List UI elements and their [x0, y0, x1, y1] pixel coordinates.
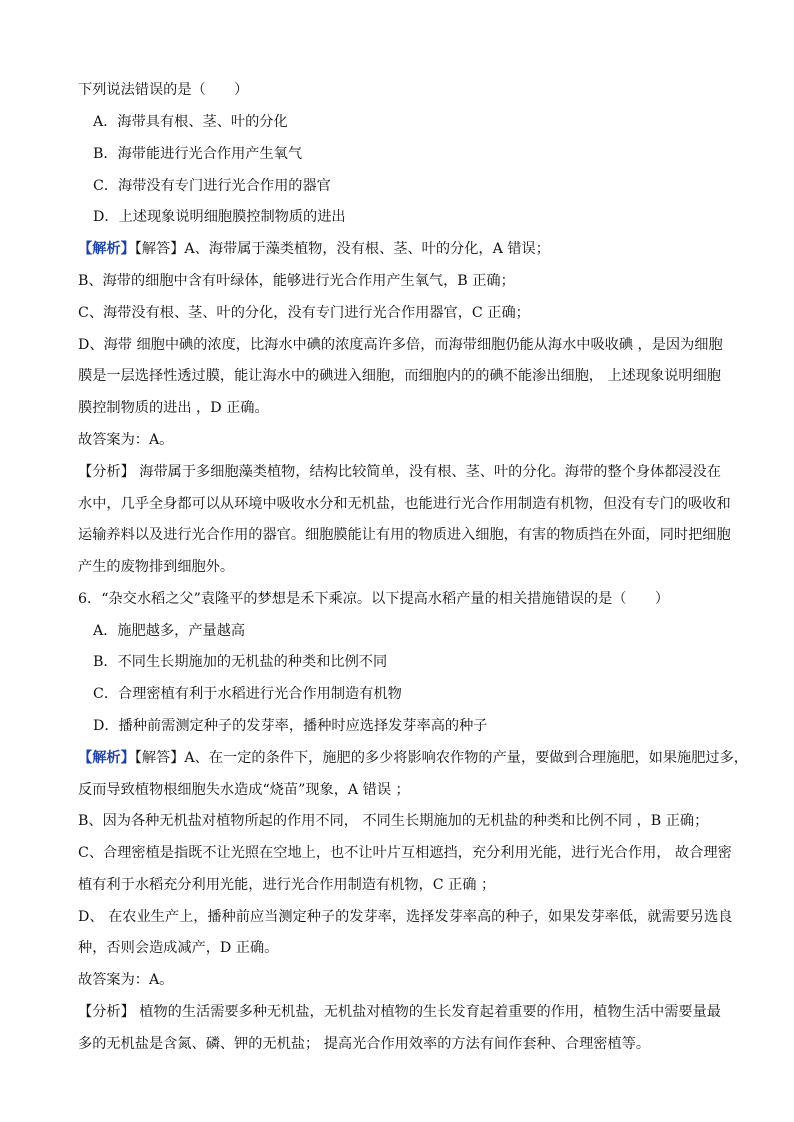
q5-option-d: D．上述现象说明细胞膜控制物质的进出 — [93, 209, 346, 225]
q6-answer-line-5: 植有利于水稻充分利用光能，进行光合作用制造有机物，C 正确 ； — [78, 877, 496, 893]
q6-option-c: C．合理密植有利于水稻进行光合作用制造有机物 — [93, 686, 402, 702]
q5-fenxi-line-1 — [78, 462, 721, 482]
q6-option-a: A．施肥越多，产量越高 — [93, 623, 246, 639]
q6-answer-line-6: D、 在农业生产上，播种前应当测定种子的发芽率，选择发芽率高的种子，如果发芽率低，就需要另选良 — [78, 909, 733, 925]
q6-answer-tag: 【解答】 — [134, 750, 185, 766]
q6-answer-line-3: B、因为各种无机盐对植物所起的作用不同， 不同生长期施加的无机盐的种类和比例不同 ，B 正确； — [78, 813, 709, 829]
q6-analysis-tag: 【解析】 — [78, 750, 135, 766]
q6-answer-line-1 — [78, 748, 748, 768]
q5-option-b: B．海带能进行光合作用产生氧气 — [93, 146, 303, 162]
q5-final-answer: 故答案为：A。 — [78, 432, 174, 448]
q5-answer-tag: 【解答】 — [134, 241, 185, 257]
q6-fenxi-tag: 【分析】 — [78, 1004, 135, 1020]
q6-fenxi-line-2: 多的无机盐是含氮、磷、钾的无机盐； 提高光合作用效率的方法有间作套种、合理密植等。 — [78, 1036, 651, 1052]
q5-answer-line-5: 膜是一层选择性透过膜，能让海水中的碘进入细胞，而细胞内的的碘不能渗出细胞， 上述现象说明细胞 — [78, 368, 721, 384]
q5-fenxi-line-4: 产生的废物排到细胞外。 — [78, 559, 235, 575]
q5-fenxi-line-3: 运输养料以及进行光合作用的器官。细胞膜能让有用的物质进入细胞，有害的物质挡在外面，同时把细胞 — [78, 527, 731, 543]
q5-answer-line-3: C、海带没有根、茎、叶的分化，没有专门进行光合作用器官，C 正确； — [78, 305, 530, 321]
q5-stem-tail: 下列说法错误的是（ ） — [78, 82, 249, 98]
q6-stem: 6．“杂交水稻之父”袁隆平的梦想是禾下乘凉。以下提高水稻产量的相关措施错误的是（ ） — [78, 591, 670, 607]
q5-answer-text-1: A、海带属于藻类植物，没有根、茎、叶的分化，A 错误； — [184, 241, 550, 257]
q6-answer-line-2: 反而导致植物根细胞失水造成“烧苗”现象，A 错误 ； — [78, 782, 410, 798]
q5-answer-line-4: D、海带 细胞中碘的浓度，比海水中碘的浓度高许多倍，而海带细胞仍能从海水中吸收碘 ，是因为细胞 — [78, 337, 723, 353]
q5-fenxi-line-2: 水中，几乎全身都可以从环境中吸收水分和无机盐，也能进行光合作用制造有机物，但没有专门的吸收和 — [78, 496, 731, 512]
q5-answer-line-2: B、海带的细胞中含有叶绿体，能够进行光合作用产生氧气，B 正确； — [78, 273, 515, 289]
q5-analysis-tag: 【解析】 — [78, 241, 135, 257]
q6-final-answer: 故答案为：A。 — [78, 972, 174, 988]
q5-answer-line-1 — [78, 239, 550, 259]
q5-fenxi-text-1: 海带属于多细胞藻类植物，结构比较简单，没有根、茎、叶的分化。海带的整个身体都浸没在 — [134, 464, 721, 480]
q6-option-b: B．不同生长期施加的无机盐的种类和比例不同 — [93, 654, 388, 670]
q6-fenxi-line-1 — [78, 1002, 721, 1022]
q5-option-c: C．海带没有专门进行光合作用的器官 — [93, 178, 331, 194]
q5-option-a: A．海带具有根、茎、叶的分化 — [93, 114, 288, 130]
q6-option-d: D．播种前需测定种子的发芽率，播种时应选择发芽率高的种子 — [93, 718, 488, 734]
q6-answer-line-7: 种，否则会造成减产，D 正确。 — [78, 940, 279, 956]
q6-fenxi-text-1: 植物的生活需要多种无机盐，无机盐对植物的生长发育起着重要的作用，植物生活中需要量最 — [134, 1004, 721, 1020]
q5-fenxi-tag: 【分析】 — [78, 464, 135, 480]
q6-answer-text-1: A、在一定的条件下，施肥的多少将影响农作物的产量，要做到合理施肥，如果施肥过多， — [184, 750, 748, 766]
q5-answer-line-6: 膜控制物质的进出 ，D 正确。 — [78, 400, 269, 416]
q6-answer-line-4: C、合理密植是指既不让光照在空地上，也不让叶片互相遮挡，充分利用光能，进行光合作用， 故合理密 — [78, 845, 732, 861]
